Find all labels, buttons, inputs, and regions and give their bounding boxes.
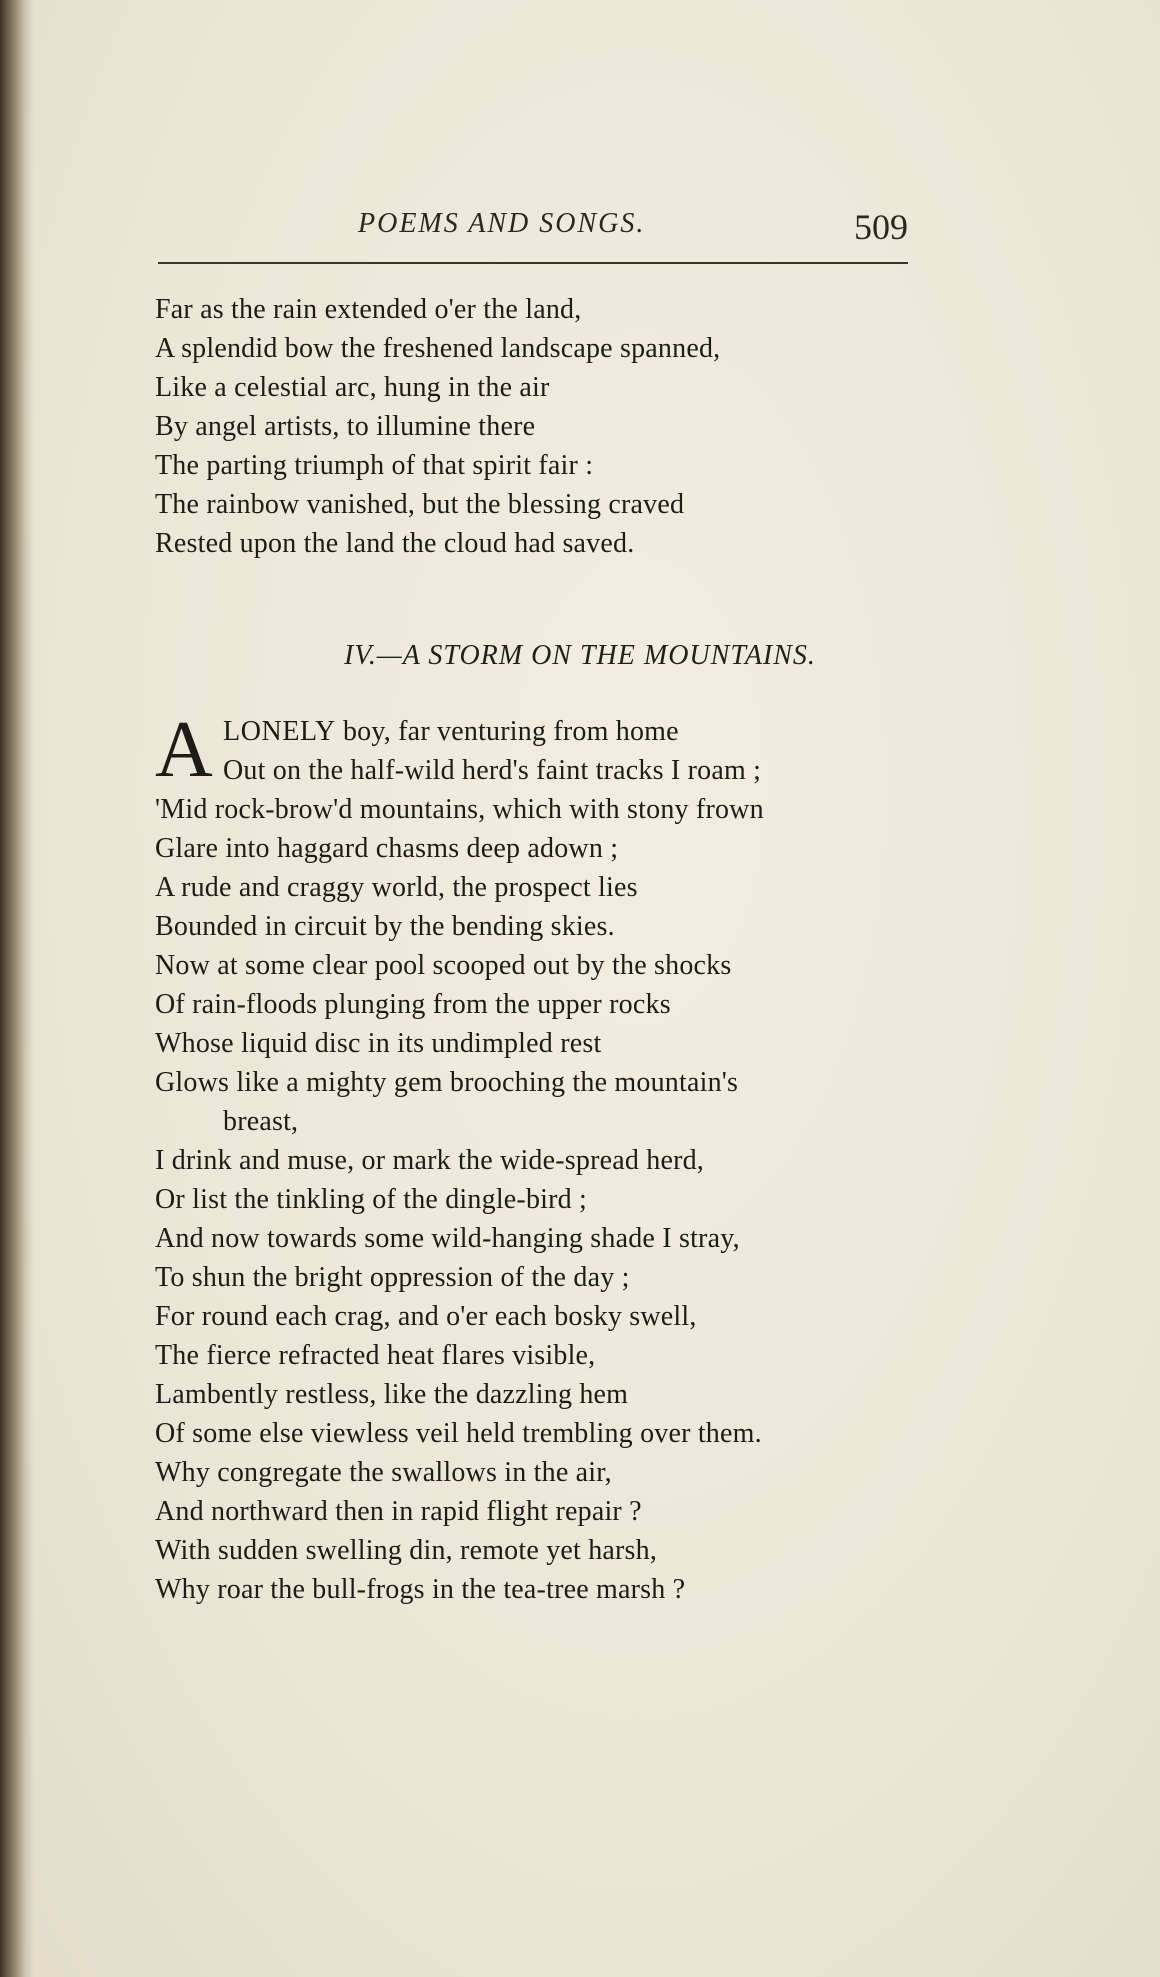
poem-line: Now at some clear pool scooped out by the shocks — [155, 950, 732, 981]
stanza-rainbow — [155, 290, 915, 563]
poem-line: Like a celestial arc, hung in the air — [155, 372, 550, 403]
poem-line: Glows like a mighty gem brooching the mountain's — [155, 1067, 739, 1098]
poem-line: To shun the bright oppression of the day ; — [155, 1262, 630, 1293]
poem-line: Of some else viewless veil held trembling over them. — [155, 1418, 762, 1449]
poem-line: Or list the tinkling of the dingle-bird ; — [155, 1184, 588, 1215]
poem-line: With sudden swelling din, remote yet harsh, — [155, 1535, 658, 1566]
poem-line: I drink and muse, or mark the wide-spread herd, — [155, 1145, 705, 1176]
poem-line: And northward then in rapid flight repair ? — [155, 1496, 642, 1527]
poem-line: Bounded in circuit by the bending skies. — [155, 911, 615, 942]
poem-line: The fierce refracted heat flares visible, — [155, 1340, 596, 1371]
section-title: IV.—A STORM ON THE MOUNTAINS. — [344, 640, 816, 671]
running-title: POEMS AND SONGS. — [358, 208, 646, 239]
poem-line: For round each crag, and o'er each bosky swell, — [155, 1301, 697, 1332]
poem-line: Far as the rain extended o'er the land, — [155, 294, 582, 325]
poem-line: A rude and craggy world, the prospect lies — [155, 872, 638, 903]
poem-line: Glare into haggard chasms deep adown ; — [155, 833, 619, 864]
poem-line-continuation: breast, — [223, 1106, 299, 1137]
poem-line: Of rain-floods plunging from the upper rocks — [155, 989, 671, 1020]
poem-line: Whose liquid disc in its undimpled rest — [155, 1028, 602, 1059]
header-rule — [158, 262, 908, 264]
poem-line: Lambently restless, like the dazzling hem — [155, 1379, 629, 1410]
first-line-rest: boy, far venturing from home — [335, 716, 679, 747]
poem-line: Out on the half-wild herd's faint tracks I roam ; — [223, 755, 762, 786]
page-number: 509 — [854, 207, 908, 247]
poem-line: The rainbow vanished, but the blessing craved — [155, 489, 685, 520]
poem-line: And now towards some wild-hanging shade I stray, — [155, 1223, 740, 1254]
book-spine-shadow — [0, 0, 34, 1977]
first-word-small-caps: LONELY — [223, 716, 336, 747]
poem-storm-on-the-mountains — [155, 706, 915, 1609]
poem-line: The parting triumph of that spirit fair : — [155, 450, 594, 481]
poem-line: Why congregate the swallows in the air, — [155, 1457, 612, 1488]
poem-line: Why roar the bull-frogs in the tea-tree marsh ? — [155, 1574, 686, 1605]
drop-cap: A — [155, 706, 213, 794]
running-head — [158, 200, 908, 260]
poem-line: 'Mid rock-brow'd mountains, which with stony frown — [155, 794, 764, 825]
poem-line: By angel artists, to illumine there — [155, 411, 536, 442]
poem-line: A splendid bow the freshened landscape spanned, — [155, 333, 721, 364]
poem-line: Rested upon the land the cloud had saved. — [155, 528, 635, 559]
